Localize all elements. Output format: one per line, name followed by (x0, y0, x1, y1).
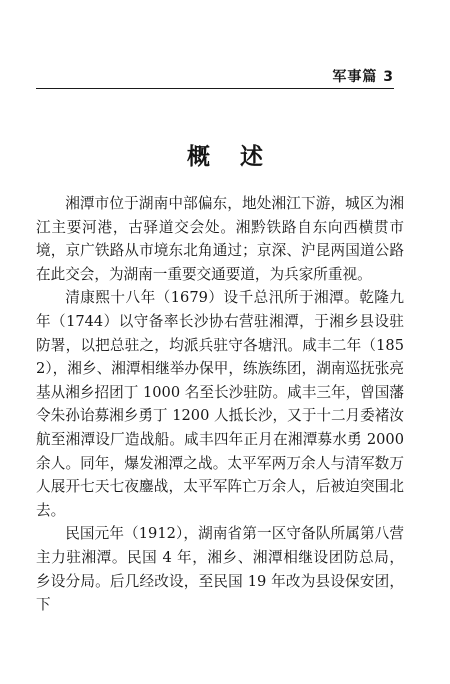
chapter-title: 概述 (187, 144, 293, 170)
body-text (36, 192, 404, 617)
paragraph: 湘潭市位于湖南中部偏东，地处湘江下游，城区为湘江主要河港，古驿道交会处。湘黔铁路自东向西横贯市境，京广铁路从市境东北角通过；京深、沪昆两国道公路在此交会，为湖南一重要交通要道，为兵家所重视。 (36, 195, 404, 283)
running-title: 军事篇 3 (332, 69, 394, 85)
paragraph: 民国元年（1912），湖南省第一区守备队所属第八营主力驻湘潭。民国 4 年，湘乡、湘潭相继设团防总局，乡设分局。后几经改设，至民国 19 年改为县设保安团，下 (36, 525, 404, 614)
paragraph: 清康熙十八年（1679）设千总汛所于湘潭。乾隆九年（1744）以守备率长沙协右营驻湘潭，于湘乡县设驻防署，以把总驻之，均派兵驻守各塘汛。咸丰二年（1852），湘乡、湘潭相继举办保甲，练族练团，湖南巡抚张亮基从湘乡招团丁 1000 名至长沙驻防。咸丰三年，曾国藩令朱孙诒募湘乡勇丁 1200 人抵长沙，又于十二月委褚汝航至湘潭设厂造战船。咸丰四年正月在湘潭募水勇 2000 余人。同年，爆发湘潭之战。太平军两万余人与清军数万人展开七天七夜鏖战，太平军阵亡万余人，后被迫突围北去。 (36, 289, 404, 519)
running-header (36, 68, 394, 90)
header-rule (36, 88, 394, 89)
